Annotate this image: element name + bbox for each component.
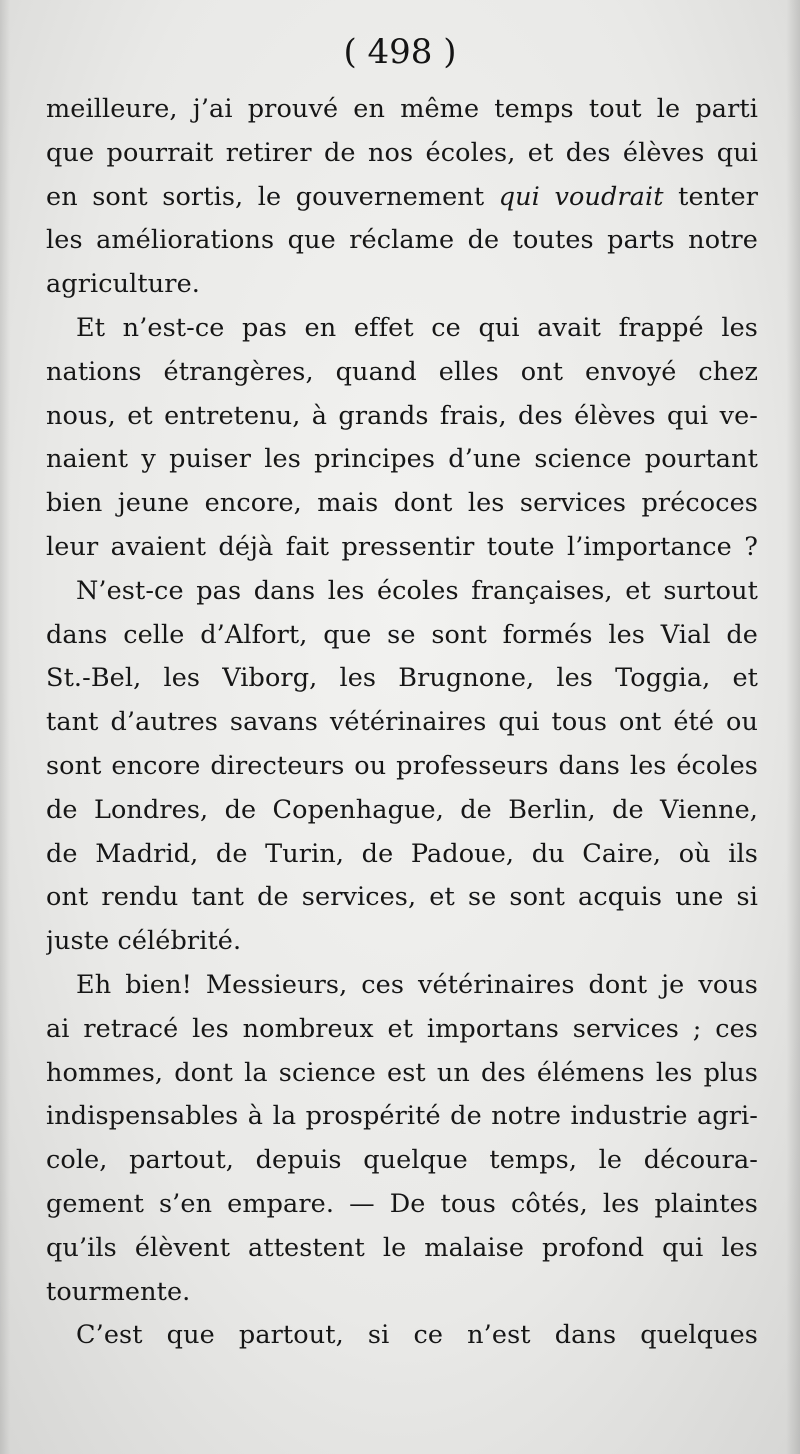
text-line: bien jeune encore, mais dont les services précoces bbox=[46, 488, 758, 519]
text-segment: en sont sortis, le gouvernement bbox=[46, 181, 499, 212]
text-line: agriculture. bbox=[46, 269, 200, 300]
text-line: St.-Bel, les Viborg, les Brugnone, les Toggia, et bbox=[46, 663, 758, 694]
text-line: cole, partout, depuis quelque temps, le découra- bbox=[46, 1145, 758, 1176]
text-line: sont encore directeurs ou professeurs dans les écoles bbox=[46, 750, 758, 781]
text-line: les améliorations que réclame de toutes parts notre bbox=[46, 225, 758, 256]
text-line: C’est que partout, si ce n’est dans quelques bbox=[76, 1320, 758, 1351]
text-line: ont rendu tant de services, et se sont acquis une si bbox=[46, 882, 758, 913]
text-line bbox=[46, 176, 758, 220]
text-line: nations étrangères, quand elles ont envoyé chez bbox=[46, 356, 758, 387]
page-shadow-right bbox=[786, 0, 800, 1454]
italic-text: qui voudrait bbox=[498, 181, 664, 212]
text-line: de Londres, de Copenhague, de Berlin, de Vienne, bbox=[46, 794, 758, 825]
text-line: N’est-ce pas dans les écoles françaises, et surtout bbox=[76, 575, 758, 606]
text-line: Et n’est-ce pas en effet ce qui avait frappé les bbox=[76, 312, 758, 343]
text-line: que pourrait retirer de nos écoles, et des élèves qui bbox=[46, 137, 758, 168]
text-line: tant d’autres savans vétérinaires qui tous ont été ou bbox=[46, 707, 758, 738]
text-line: tourmente. bbox=[46, 1276, 191, 1307]
text-line: Eh bien! Messieurs, ces vétérinaires dont je vous bbox=[76, 969, 758, 1000]
text-line: dans celle d’Alfort, que se sont formés les Vial de bbox=[46, 619, 758, 650]
text-line: hommes, dont la science est un des élémens les plus bbox=[46, 1057, 758, 1088]
text-line: indispensables à la prospérité de notre industrie agri- bbox=[46, 1101, 758, 1132]
page-number: ( 498 ) bbox=[343, 32, 457, 72]
text-line: qu’ils élèvent attestent le malaise profond qui les bbox=[46, 1232, 758, 1263]
text-segment: tenter bbox=[663, 181, 758, 212]
text-line: meilleure, j’ai prouvé en même temps tout le parti bbox=[46, 94, 758, 124]
text-line: nous, et entretenu, à grands frais, des élèves qui ve- bbox=[46, 400, 758, 431]
page-shadow-left bbox=[0, 0, 10, 1454]
text-line: naient y puiser les principes d’une science pourtant bbox=[46, 444, 758, 475]
text-line: juste célébrité. bbox=[46, 926, 242, 957]
text-line: leur avaient déjà fait pressentir toute l’importance ? bbox=[46, 531, 758, 562]
body-text bbox=[46, 88, 758, 1358]
text-line: gement s’en empare. — De tous côtés, les plaintes bbox=[46, 1188, 758, 1219]
text-line: ai retracé les nombreux et importans services ; ces bbox=[46, 1013, 758, 1044]
text-line: de Madrid, de Turin, de Padoue, du Caire, où ils bbox=[46, 838, 758, 869]
